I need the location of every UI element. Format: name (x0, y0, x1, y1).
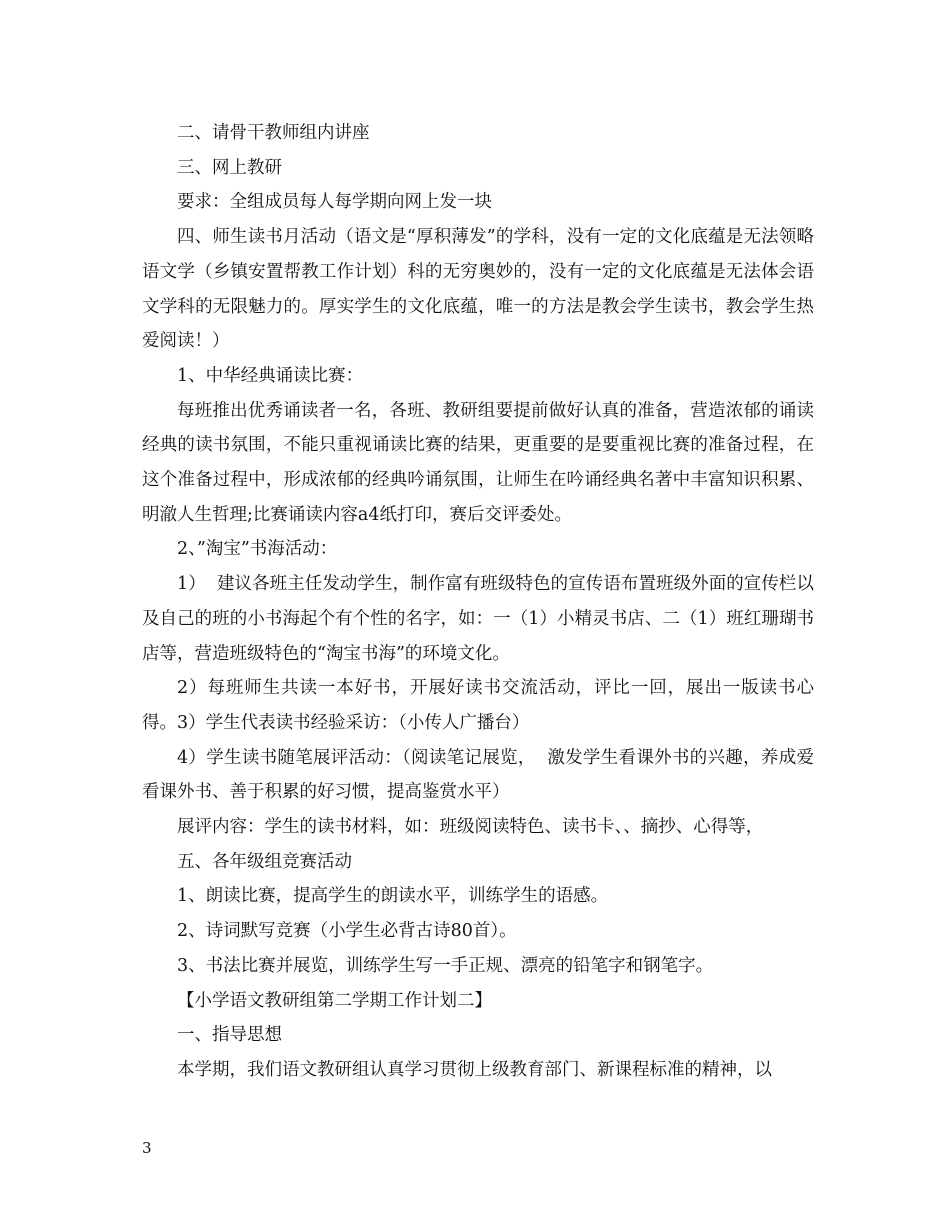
section-heading-plan-two: 【小学语文教研组第二学期工作计划二】 (177, 990, 492, 1011)
paragraph-guiding-ideology: 一、指导思想 (177, 1025, 282, 1046)
paragraph-exhibition-content: 展评内容：学生的读书材料，如：班级阅读特色、读书卡、、摘抄、心得等， (177, 817, 764, 838)
paragraph-item-3: 三、网上教研 (177, 157, 282, 178)
paragraph-reading-competition: 1、朗读比赛，提高学生的朗读水平，训练学生的语感。 (177, 886, 609, 907)
paragraph-semester-intro: 本学期，我们语文教研组认真学习贯彻上级教育部门、新课程标准的精神，以 (177, 1059, 772, 1080)
body-text (142, 116, 814, 1088)
paragraph-reading-month: 四、师生读书月活动（语文是“厚积薄发”的学科，没有一定的文化底蕴是无法领略语文学（乡镇安置帮教工作计划）科的无穷奥妙的，没有一定的文化底蕴是无法体会语文学科的无限魅力的。厚实学生的文化底蕴，唯一的方法是教会学生读书，教会学生热爱阅读！） (142, 227, 814, 352)
paragraph-book-sea-1: 1） 建议各班主任发动学生，制作富有班级特色的宣传语布置班级外面的宣传栏以及自己的班的小书海起个有个性的名字，如：一（1）小精灵书店、二（1）班红珊瑚书店等，营造班级特色的“淘宝书海”的环境文化。 (142, 574, 814, 664)
paragraph-poetry-competition: 2、诗词默写竞赛（小学生必背古诗80首）。 (177, 921, 517, 942)
paragraph-classic-recitation: 每班推出优秀诵读者一名，各班、教研组要提前做好认真的准备，营造浓郁的诵读经典的读书氛围，不能只重视诵读比赛的结果，更重要的是要重视比赛的准备过程，在这个准备过程中，形成浓郁的经典吟诵氛围，让师生在吟诵经典名著中丰富知识积累、明澈人生哲理;比赛诵读内容a4纸打印，赛后交评委处。 (142, 400, 814, 525)
paragraph-book-sea-2: 2）每班师生共读一本好书，开展好读书交流活动，评比一回，展出一版读书心得。3）学生代表读书经验采访：（小传人广播台） (142, 678, 814, 733)
paragraph-requirement: 要求：全组成员每人每学期向网上发一块 (177, 192, 492, 213)
page-number: 3 (142, 1139, 152, 1157)
paragraph-grade-competition: 五、各年级组竞赛活动 (177, 851, 352, 872)
paragraph-item-2: 二、请骨干教师组内讲座 (177, 123, 370, 143)
paragraph-classic-recitation-title: 1、中华经典诵读比赛： (177, 365, 364, 386)
paragraph-book-sea-title: 2、”淘宝”书海活动： (177, 539, 338, 560)
paragraph-calligraphy-competition: 3、书法比赛并展览，训练学生写一手正规、漂亮的铅笔字和钢笔字。 (177, 955, 714, 976)
paragraph-book-sea-4: 4）学生读书随笔展评活动：（阅读笔记展览， 激发学生看课外书的兴趣，养成爱看课外书、善于积累的好习惯，提高鉴赏水平） (142, 747, 814, 803)
